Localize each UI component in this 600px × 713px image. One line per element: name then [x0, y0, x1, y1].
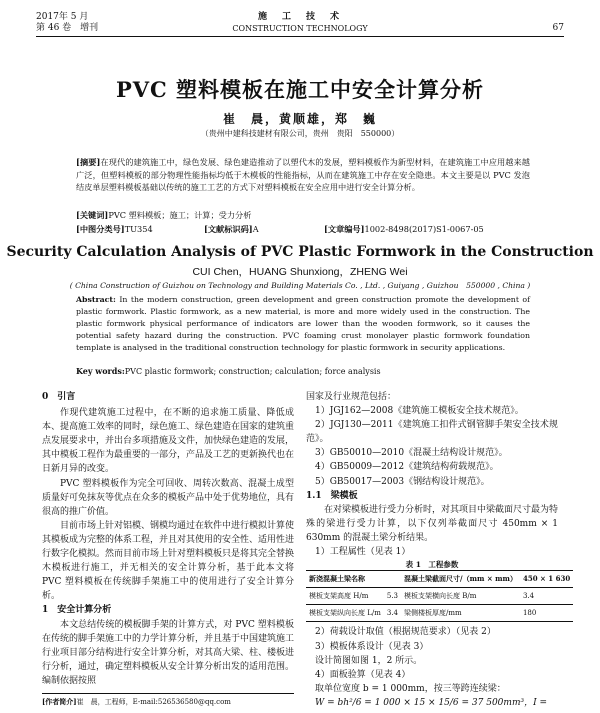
step-item: 1）工程属性（见表 1）	[315, 547, 411, 558]
abstract-en	[76, 294, 530, 354]
table-row	[306, 588, 573, 605]
abstract-en-label: Abstract:	[76, 295, 116, 304]
table-cell: 3.4	[384, 605, 401, 622]
section-0-title: 0 引言	[42, 392, 76, 402]
keywords-cn-text: PVC 塑料模板；施工；计算；受力分析	[108, 210, 252, 220]
affiliation-cn: （贵州中建科技建材有限公司，贵州 贵阳 550000）	[200, 129, 400, 138]
codes-intro: 国家及行业规范包括：	[306, 392, 397, 402]
keywords-cn-label: [关键词]	[76, 210, 109, 220]
table-row	[306, 571, 573, 588]
article-number	[324, 224, 484, 235]
table-cell: 梁侧楼板厚度/mm	[401, 605, 520, 622]
table-cell: 模板支架高度 H/m	[306, 588, 384, 605]
footnote-label: [作者简介]	[42, 697, 77, 706]
header-center	[36, 12, 564, 34]
header-date: 2017年 5 月	[36, 12, 89, 22]
table-cell: 5.3	[384, 588, 401, 605]
calc-line: 取单位宽度 b = 1 000mm，按三等跨连续梁：	[315, 683, 506, 694]
header-page-number: 67	[552, 23, 564, 33]
header-journal-en: CONSTRUCTION TECHNOLOGY	[232, 24, 368, 33]
authors-en: CUI Chen，HUANG Shunxiong，ZHENG Wei	[192, 266, 408, 278]
abstract-en-text: In the modern construction, green development and green construction promote the development of plastic formwork. Plastic formwork, as a new material, is more and more widely used in the construction. The plastic formwork physical performance of indicators are lower than the wooden formwork, so it causes the potential safety hazard during the construction. PVC foaming crust monolayer plastic formwork foundation template is analysed in the traditional construction technology for plastic formwork in security applications.	[76, 295, 530, 352]
code-item: 3）GB50010—2010《混凝土结构设计规范》。	[315, 448, 508, 459]
doc-code	[204, 224, 259, 235]
section-0-paragraph: 目前市场上针对铝模、钢模均通过在软件中进行模拟计算使其模板成为完整的体系工程，并且对其使用的安全性、适用性进行数字化模拟。然而目前市场上针对塑料模板只是将其完全替换木模板进行施工，并无相关的安全计算分析，基于此本文将 PVC 塑料模板在传统脚手架施工中的使用进行了安全计算分析。	[42, 520, 295, 602]
table-cell: 模板支架纵向长度 L/m	[306, 605, 384, 622]
table-cell: 3.4	[520, 588, 573, 605]
header-journal-cn: 施 工 技 术	[257, 12, 342, 22]
section-0-paragraph: 作现代建筑施工过程中，在不断的追求施工质量、降低成本、提高施工效率的同时，绿色施工、绿色建造在国家的建筑重点发展要求中，并出台多项措施及文件，加快绿色建造的发展，其中模板工程作为最重要的一部分，产品及工艺的更新换代也在日新月异的改变。	[42, 408, 295, 475]
abstract-cn-label: [摘要]	[76, 157, 101, 167]
code-item: 5）GB50017—2003《钢结构设计规范》。	[315, 476, 490, 487]
table-cell: 混凝土梁截面尺寸/（mm × mm）	[401, 571, 520, 588]
doc-code-value: A	[252, 224, 259, 234]
table-1-title: 表 1 工程参数	[405, 560, 459, 570]
clc-value: TU354	[124, 224, 153, 234]
abstract-cn	[76, 156, 530, 194]
abstract-cn-text: 在现代的建筑施工中，绿色发展、绿色建造推动了以塑代木的发展，塑料模板作为新型材料，在建筑施工中应用越来越广泛，但塑料模板的部分物理性能指标均低于木模板的性能指标，从而在建筑施工中存在安全隐患。本文主要是以 PVC 发泡结皮单层塑料模板基础以传统的施工工艺的方式下对塑料模板在安全应用中进行安全计算分析。	[76, 157, 530, 192]
table-cell: 180	[520, 605, 573, 622]
code-item: 2）JGJ130—2011《建筑施工扣件式钢管脚手架安全技术规范》。	[306, 420, 558, 445]
section-1-paragraph: 本文总结传统的模板脚手架的计算方式，对 PVC 塑料模板在传统的脚手架施工中的力学计算分析，并且基于中国建筑施工行业项目部分结构进行安全计算分析，对其高大梁、柱、楼板进行分析，通过，确定塑料模板从安全计算分析出发的适用范围。编制依据按照	[42, 619, 295, 686]
affiliation-en: ( China Construction of Guizhou on Technology and Building Materials Co. , Ltd. , Guiyang , Guizhou 550000 , China )	[69, 281, 531, 290]
left-column	[42, 390, 294, 688]
title-en: Security Calculation Analysis of PVC Plastic Formwork in the Construction	[6, 244, 594, 260]
author-footnote	[42, 697, 231, 707]
subsection-1-1-paragraph: 在对梁模板进行受力分析时，对其项目中梁截面尺寸最为特殊的梁进行受力计算，以下仅列举截面尺寸 450mm × 1 630mm 的混凝土梁分析结果。	[306, 504, 559, 543]
table-cell: 新浇混凝土梁名称	[306, 571, 384, 588]
header-rule	[36, 36, 564, 37]
title-cn: PVC 塑料模板在施工中安全计算分析	[115, 77, 485, 102]
footnote-rule	[42, 693, 294, 694]
step-item: 3）模板体系设计（见表 3）	[315, 641, 429, 652]
keywords-en-label: Key words:	[76, 366, 125, 376]
subsection-1-1-title: 1.1 梁模板	[306, 490, 358, 501]
doc-code-label: [文献标识码]	[204, 224, 253, 234]
clc-code	[76, 224, 153, 235]
section-1-title: 1 安全计算分析	[42, 605, 112, 616]
clc-label: [中图分类号]	[76, 224, 125, 234]
calc-line: W = bh²/6 = 1 000 × 15 × 15/6 = 37 500mm³，I =	[315, 697, 548, 708]
step-item: 设计简图如图 1，2 所示。	[315, 655, 423, 666]
header-volume: 第 46 卷 增刊	[36, 23, 99, 33]
code-item: 1）JGJ162—2008《建筑施工模板安全技术规范》。	[315, 406, 524, 417]
section-0-paragraph: PVC 塑料模板作为完全可回收、周转次数高、混凝土成型质量好可免抹灰等优点在众多的模板产品中处于优势地位，具有很高的推广价值。	[42, 478, 295, 517]
keywords-en	[76, 366, 381, 376]
step-item: 4）面板验算（见表 4）	[315, 669, 411, 680]
step-list-1	[306, 545, 558, 559]
code-item: 4）GB50009—2012《建筑结构荷载规范》。	[315, 462, 499, 473]
step-list-2	[306, 625, 558, 710]
table-cell: 模板支架横向长度 B/m	[401, 588, 520, 605]
table-row	[306, 605, 573, 622]
right-column	[306, 390, 571, 710]
table-cell: 450 × 1 630	[520, 571, 573, 588]
codes-list	[306, 404, 558, 489]
article-no-value: 1002-8498(2017)S1-0067-05	[364, 224, 484, 234]
step-item: 2）荷载设计取值（根据规范要求）（见表 2）	[315, 627, 496, 638]
parameters-table	[306, 570, 573, 622]
keywords-cn	[76, 210, 251, 221]
authors-cn: 崔 晨，黄顺雄，郑 巍	[222, 112, 377, 126]
footnote-text: 崔 晨，工程师，E-mail:526536580@qq.com	[76, 698, 231, 706]
article-no-label: [文章编号]	[324, 224, 365, 234]
table-cell	[384, 571, 401, 588]
keywords-en-text: PVC plastic formwork; construction; calculation; force analysis	[124, 367, 381, 376]
